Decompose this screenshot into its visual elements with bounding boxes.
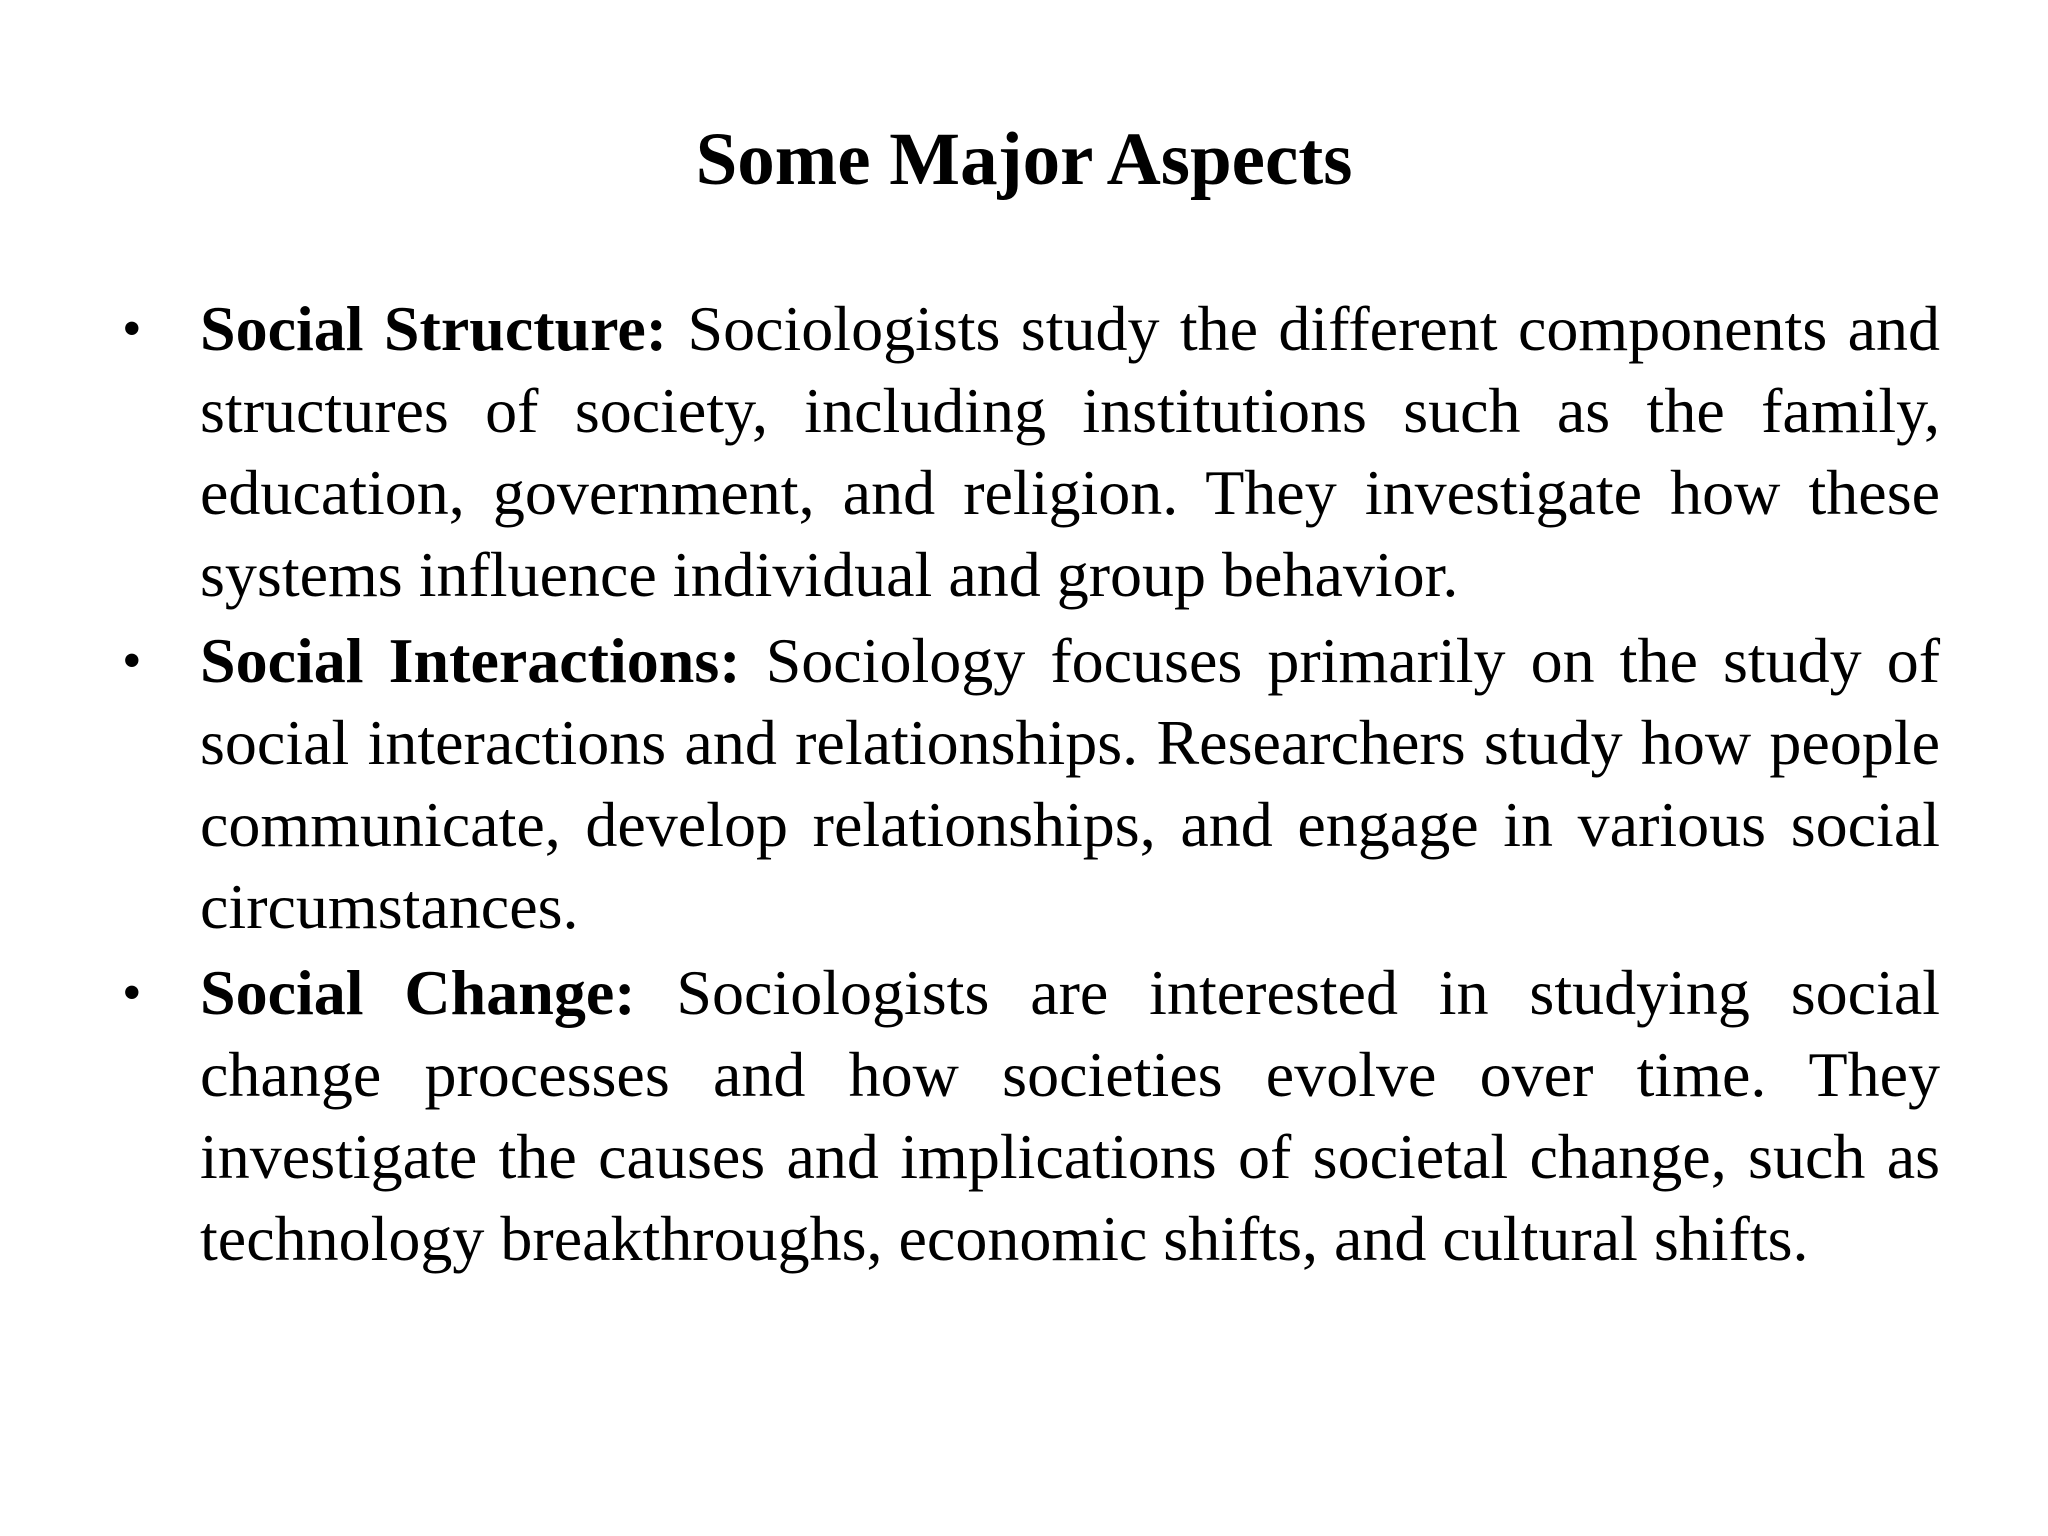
bullet-list (122, 288, 1940, 1284)
list-item-social-change (122, 952, 1940, 1280)
list-item-body (200, 288, 1940, 616)
list-item-body (200, 952, 1940, 1280)
list-item-term: Social Interactions: (200, 625, 741, 696)
bullet-icon: • (122, 630, 142, 692)
list-item-text: Sociologists study the different components and structures of society, including institutions such as the family, education, government, and religion. They investigate how these systems influence individual and group behavior. (200, 293, 1941, 610)
list-item-body (200, 620, 1940, 948)
list-item-social-interactions (122, 620, 1940, 948)
list-item-text: Sociologists are interested in studying social change processes and how societies evolve over time. They investigate the causes and implications of societal change, such as technology breakthroughs, economic shifts, and cultural shifts. (200, 957, 1941, 1274)
bullet-icon: • (122, 298, 142, 360)
list-item-term: Social Structure: (200, 293, 668, 364)
list-item-social-structure (122, 288, 1940, 616)
list-item-text: Sociology focuses primarily on the study of social interactions and relationships. Researchers study how people communicate, develop relationships, and engage in various social circumstances. (200, 625, 1941, 942)
bullet-icon: • (122, 962, 142, 1024)
list-item-term: Social Change: (200, 957, 636, 1028)
page-title: Some Major Aspects (695, 118, 1353, 201)
